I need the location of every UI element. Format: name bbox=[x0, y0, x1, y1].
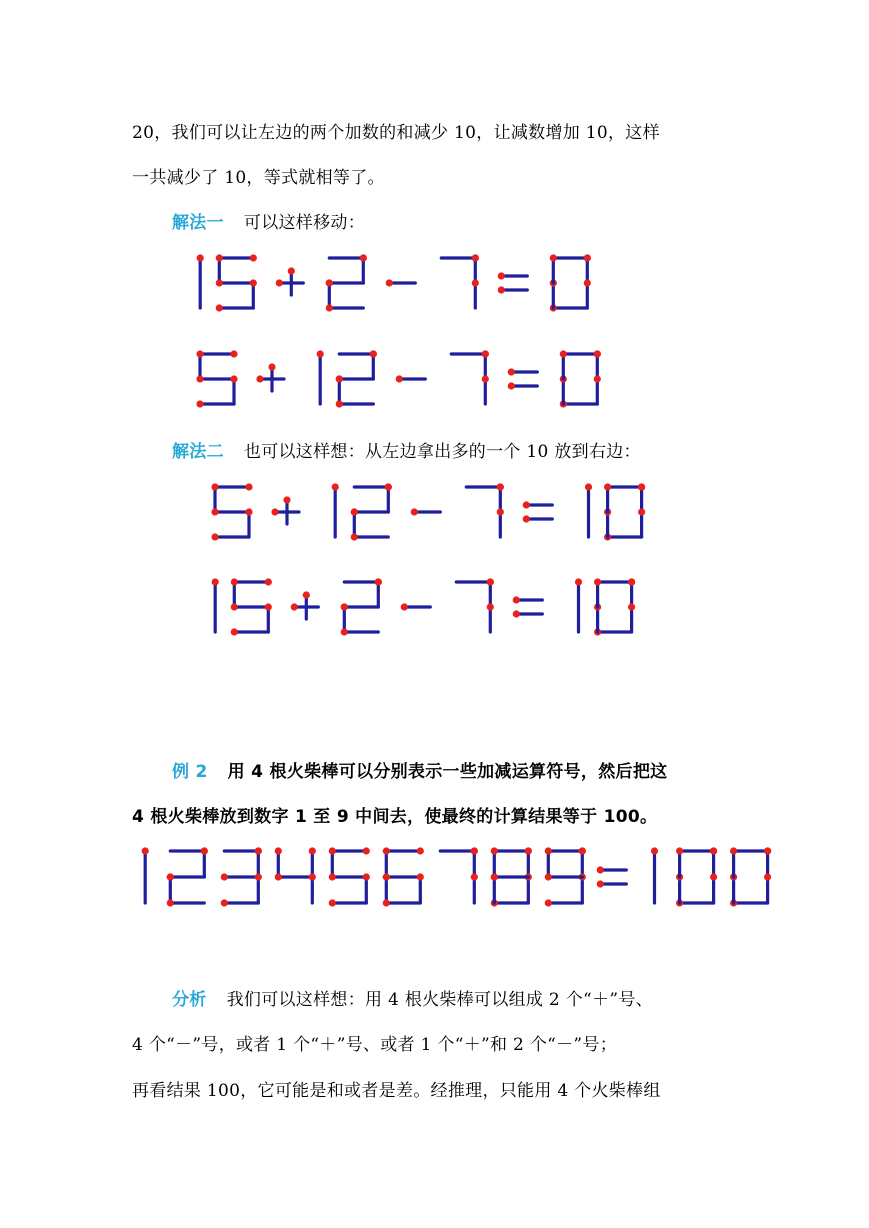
match-head bbox=[482, 375, 489, 382]
match-head bbox=[370, 350, 377, 357]
match-head bbox=[525, 847, 532, 854]
match-head bbox=[676, 847, 683, 854]
matchstick-equation-1 bbox=[0, 240, 869, 320]
match-head bbox=[216, 254, 223, 261]
match-head bbox=[329, 899, 336, 906]
match-head bbox=[351, 533, 358, 540]
match-head bbox=[417, 847, 424, 854]
match-head bbox=[482, 350, 489, 357]
match-head bbox=[491, 847, 498, 854]
matchstick-equation-4 bbox=[0, 570, 869, 650]
match-head bbox=[550, 254, 557, 261]
match-head bbox=[385, 483, 392, 490]
paragraph-1-line-2: 一共减少了 10，等式就相等了。 bbox=[132, 168, 385, 188]
match-head bbox=[638, 483, 645, 490]
match-head bbox=[628, 603, 635, 610]
match-head bbox=[231, 578, 238, 585]
match-head bbox=[375, 578, 382, 585]
method-1-label: 解法一 bbox=[172, 213, 224, 233]
match-head bbox=[231, 603, 238, 610]
match-head bbox=[396, 375, 403, 382]
match-head bbox=[250, 254, 257, 261]
match-head bbox=[584, 254, 591, 261]
match-head bbox=[383, 847, 390, 854]
match-head bbox=[245, 483, 252, 490]
match-head bbox=[211, 508, 218, 515]
paragraph-1-line-1: 20，我们可以让左边的两个加数的和减少 10，让减数增加 10，这样 bbox=[132, 123, 660, 143]
method-1-line bbox=[172, 208, 365, 233]
match-head bbox=[498, 272, 505, 279]
match-head bbox=[283, 496, 290, 503]
match-head bbox=[487, 578, 494, 585]
match-head bbox=[341, 628, 348, 635]
match-head bbox=[271, 508, 278, 515]
match-head bbox=[513, 610, 520, 617]
analysis-text-1: 我们可以这样想：用 4 根火柴棒可以组成 2 个“＋”号、 bbox=[226, 990, 653, 1010]
match-head bbox=[230, 350, 237, 357]
match-head bbox=[764, 847, 771, 854]
match-head bbox=[309, 873, 316, 880]
match-head bbox=[638, 508, 645, 515]
match-head bbox=[584, 279, 591, 286]
match-head bbox=[255, 873, 262, 880]
match-head bbox=[196, 350, 203, 357]
method-2-text: 也可以这样想：从左边拿出多的一个 10 放到右边： bbox=[243, 442, 641, 462]
match-head bbox=[275, 847, 282, 854]
match-head bbox=[326, 304, 333, 311]
match-head bbox=[288, 267, 295, 274]
match-head bbox=[275, 873, 282, 880]
match-head bbox=[497, 483, 504, 490]
match-head bbox=[329, 873, 336, 880]
match-head bbox=[487, 603, 494, 610]
match-head bbox=[230, 375, 237, 382]
analysis-line-1 bbox=[172, 985, 653, 1010]
match-head bbox=[329, 847, 336, 854]
match-head bbox=[167, 873, 174, 880]
match-head bbox=[386, 279, 393, 286]
match-head bbox=[255, 847, 262, 854]
match-head bbox=[604, 483, 611, 490]
match-head bbox=[491, 873, 498, 880]
match-head bbox=[276, 279, 283, 286]
match-head bbox=[363, 873, 370, 880]
match-head bbox=[411, 508, 418, 515]
example-2-line-1 bbox=[172, 757, 667, 782]
match-head bbox=[291, 603, 298, 610]
match-head bbox=[651, 847, 658, 854]
match-head bbox=[336, 375, 343, 382]
match-head bbox=[508, 368, 515, 375]
match-head bbox=[211, 533, 218, 540]
match-head bbox=[560, 350, 567, 357]
match-head bbox=[513, 596, 520, 603]
match-head bbox=[498, 286, 505, 293]
match-head bbox=[231, 628, 238, 635]
match-head bbox=[597, 880, 604, 887]
match-head bbox=[167, 899, 174, 906]
analysis-label: 分析 bbox=[172, 990, 207, 1010]
match-head bbox=[221, 873, 228, 880]
example-2-label: 例 2 bbox=[172, 762, 208, 782]
match-head bbox=[710, 847, 717, 854]
analysis-line-3: 再看结果 100，它可能是和或者是差。经推理，只能用 4 个火柴棒组 bbox=[132, 1081, 661, 1101]
method-1-text: 可以这样移动： bbox=[243, 213, 366, 233]
match-head bbox=[585, 483, 592, 490]
match-head bbox=[341, 603, 348, 610]
match-head bbox=[216, 304, 223, 311]
match-head bbox=[268, 363, 275, 370]
example-2-text: 用 4 根火柴棒可以分别表示一些加减运算符号，然后把这 bbox=[227, 762, 668, 782]
match-head bbox=[497, 508, 504, 515]
match-head bbox=[401, 603, 408, 610]
match-head bbox=[250, 279, 257, 286]
match-head bbox=[575, 578, 582, 585]
match-head bbox=[545, 873, 552, 880]
match-head bbox=[216, 279, 223, 286]
match-head bbox=[628, 578, 635, 585]
match-head bbox=[710, 873, 717, 880]
match-head bbox=[317, 350, 324, 357]
match-head bbox=[508, 382, 515, 389]
match-head bbox=[211, 483, 218, 490]
match-head bbox=[597, 866, 604, 873]
match-head bbox=[764, 873, 771, 880]
match-head bbox=[303, 591, 310, 598]
match-head bbox=[472, 279, 479, 286]
match-head bbox=[221, 899, 228, 906]
match-head bbox=[523, 501, 530, 508]
analysis-line-2: 4 个“－”号，或者 1 个“＋”号、或者 1 个“＋”和 2 个“－”号； bbox=[132, 1035, 618, 1055]
match-head bbox=[142, 847, 149, 854]
match-head bbox=[472, 254, 479, 261]
method-2-label: 解法二 bbox=[172, 442, 224, 462]
matchstick-equation-2 bbox=[0, 340, 869, 420]
match-head bbox=[417, 873, 424, 880]
match-head bbox=[336, 400, 343, 407]
match-head bbox=[545, 899, 552, 906]
match-head bbox=[265, 603, 272, 610]
match-head bbox=[265, 578, 272, 585]
match-head bbox=[594, 350, 601, 357]
match-head bbox=[383, 873, 390, 880]
matchstick-equation-5 bbox=[0, 835, 869, 920]
match-head bbox=[471, 847, 478, 854]
match-head bbox=[201, 847, 208, 854]
example-2-line-2: 4 根火柴棒放到数字 1 至 9 中间去，使最终的计算结果等于 100。 bbox=[132, 807, 658, 827]
match-head bbox=[363, 847, 370, 854]
match-head bbox=[332, 483, 339, 490]
match-head bbox=[326, 279, 333, 286]
match-head bbox=[360, 254, 367, 261]
match-head bbox=[579, 847, 586, 854]
match-head bbox=[545, 847, 552, 854]
match-head bbox=[197, 254, 204, 261]
match-head bbox=[212, 578, 219, 585]
match-head bbox=[594, 578, 601, 585]
match-head bbox=[594, 375, 601, 382]
match-head bbox=[256, 375, 263, 382]
match-head bbox=[730, 847, 737, 854]
match-head bbox=[309, 847, 316, 854]
match-head bbox=[471, 873, 478, 880]
match-head bbox=[196, 375, 203, 382]
method-2-line bbox=[172, 437, 641, 462]
match-head bbox=[383, 899, 390, 906]
match-head bbox=[245, 508, 252, 515]
match-head bbox=[523, 515, 530, 522]
match-head bbox=[196, 400, 203, 407]
matchstick-equation-3 bbox=[0, 475, 869, 555]
match-head bbox=[351, 508, 358, 515]
